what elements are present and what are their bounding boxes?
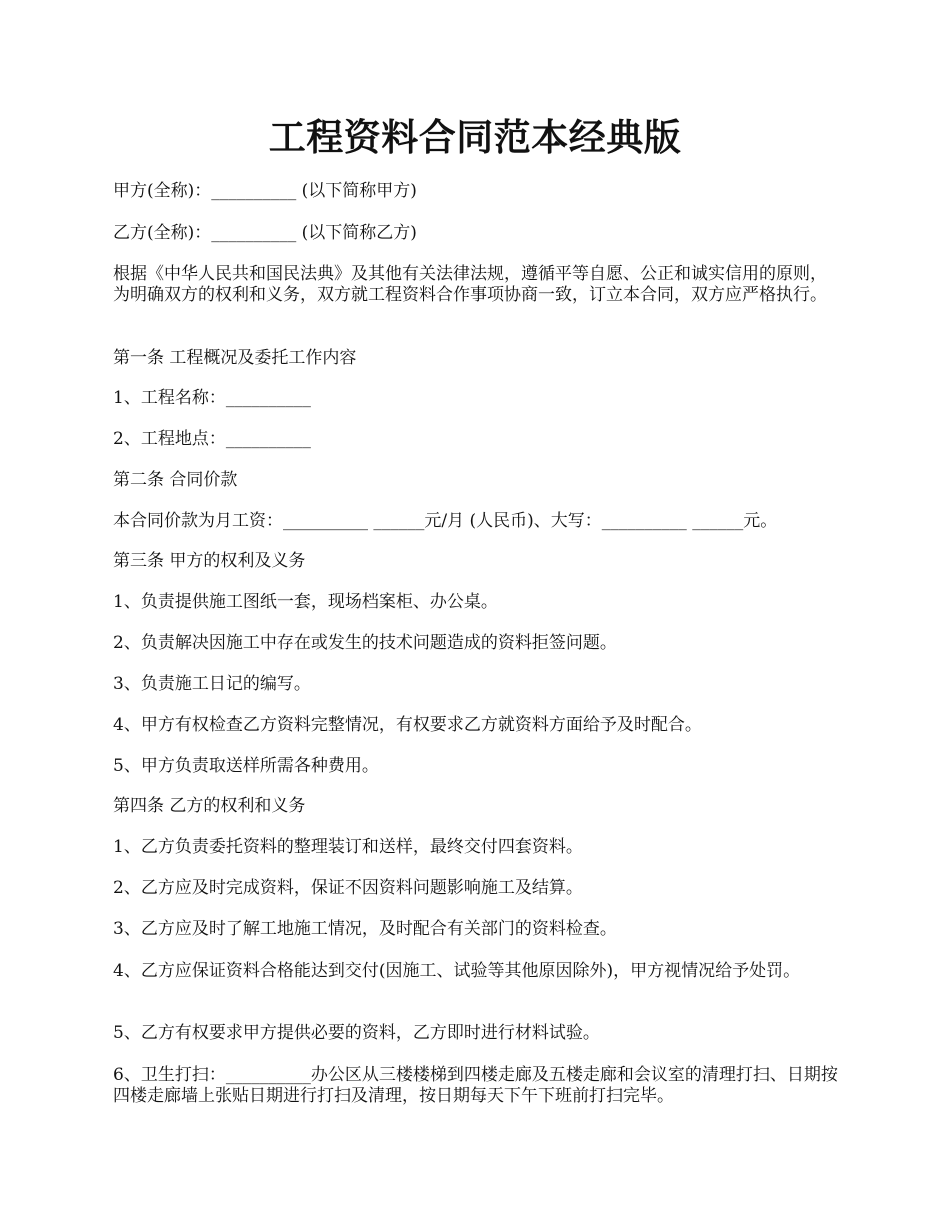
preamble-paragraph: 根据《中华人民共和国民法典》及其他有关法律法规，遵循平等自愿、公正和诚实信用的原则，为明确双方的权利和义务，双方就工程资料合作事项协商一致，订立本合同，双方应严格执行。 [113,264,827,305]
party-b-line: 乙方(全称)：__________ (以下简称乙方) [113,223,417,243]
article-4-heading: 第四条 乙方的权利和义务 [113,796,306,816]
party-a-duty-5: 5、甲方负责取送样所需各种费用。 [113,756,379,776]
article-2-heading: 第二条 合同价款 [113,470,238,490]
party-a-duty-4: 4、甲方有权检查乙方资料完整情况，有权要求乙方就资料方面给予及时配合。 [113,715,702,735]
party-a-line: 甲方(全称)：__________ (以下简称甲方) [113,181,417,201]
party-b-duty-3: 3、乙方应及时了解工地施工情况，及时配合有关部门的资料检查。 [113,919,617,939]
contract-price-line: 本合同价款为月工资：__________ ______元/月 (人民币)、大写：__________ ______元。 [113,511,778,531]
party-a-duty-1: 1、负责提供施工图纸一套，现场档案柜、办公桌。 [113,592,498,612]
party-a-duty-3: 3、负责施工日记的编写。 [113,674,311,694]
document-title: 工程资料合同范本经典版 [268,115,682,159]
party-b-duty-6: 6、卫生打扫：__________办公区从三楼楼梯到四楼走廊及五楼走廊和会议室的清理打扫、日期按四楼走廊墙上张贴日期进行打扫及清理，按日期每天下午下班前打扫完毕。 [113,1065,838,1106]
article-1-heading: 第一条 工程概况及委托工作内容 [113,348,357,368]
party-b-duty-2: 2、乙方应及时完成资料，保证不因资料问题影响施工及结算。 [113,878,583,898]
party-a-duty-2: 2、负责解决因施工中存在或发生的技术问题造成的资料拒签问题。 [113,633,617,653]
party-b-duty-5: 5、乙方有权要求甲方提供必要的资料，乙方即时进行材料试验。 [113,1023,600,1043]
project-location-line: 2、工程地点：__________ [113,429,311,449]
project-name-line: 1、工程名称：__________ [113,388,311,408]
party-b-duty-1: 1、乙方负责委托资料的整理装订和送样，最终交付四套资料。 [113,837,583,857]
article-3-heading: 第三条 甲方的权利及义务 [113,551,306,571]
party-b-duty-4: 4、乙方应保证资料合格能达到交付(因施工、试验等其他原因除外)，甲方视情况给予处罚。 [113,961,801,981]
